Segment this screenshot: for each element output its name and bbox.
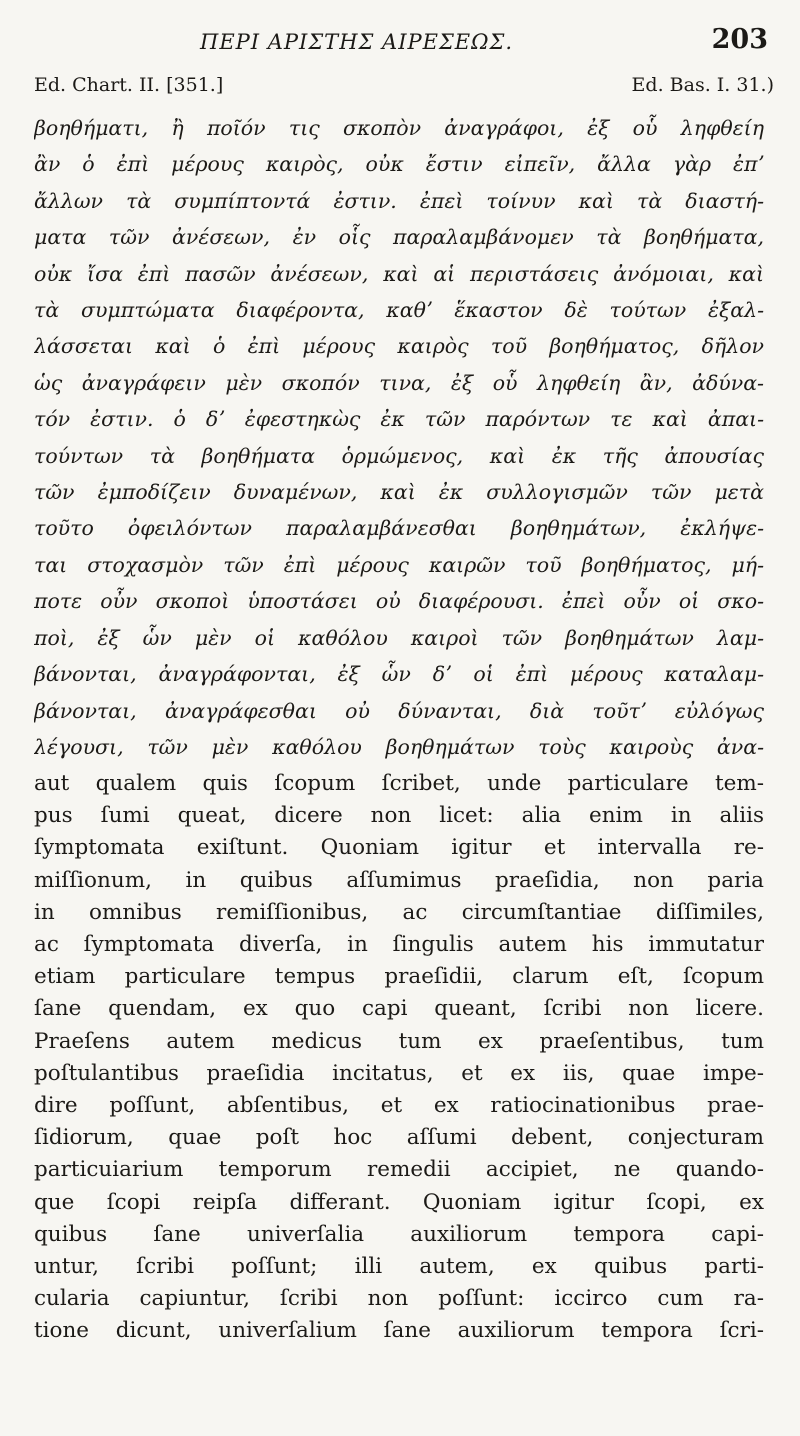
latin-text-line: cularia capiuntur, ſcribi non poſſunt: iccirco cum ra- bbox=[34, 1286, 764, 1312]
greek-text-line: ἂν ὁ ἐπὶ μέρους καιρὸς, οὐκ ἔστιν εἰπεῖν, ἄλλα γὰρ ἐπʼ bbox=[34, 152, 764, 177]
greek-text-line: τῶν ἐμποδίζειν δυναμένων, καὶ ἐκ συλλογισμῶν τῶν μετὰ bbox=[34, 480, 764, 505]
edition-reference-chartier: Ed. Chart. II. [351.] bbox=[34, 74, 224, 96]
latin-text-line: particuiarium temporum remedii accipiet, ne quando- bbox=[34, 1157, 764, 1183]
latin-text-line: quibus ſane univerſalia auxiliorum tempora capi- bbox=[34, 1221, 764, 1247]
latin-text-line: poſtulantibus praeſidia incitatus, et ex iis, quae impe- bbox=[34, 1060, 764, 1086]
latin-text-line: etiam particulare tempus praeſidii, clarum eſt, ſcopum bbox=[34, 964, 764, 990]
greek-text-line: ὡς ἀναγράφειν μὲν σκοπόν τινα, ἐξ οὗ ληφθείη ἂν, ἀδύνα- bbox=[34, 370, 764, 395]
greek-text-block bbox=[34, 110, 764, 765]
latin-text-line: aut qualem quis ſcopum ſcribet, unde particulare tem- bbox=[34, 771, 764, 796]
latin-text-line: tione dicunt, univerſalium ſane auxiliorum tempora ſcri- bbox=[34, 1318, 764, 1344]
latin-text-line: ac ſymptomata diverſa, in ſingulis autem his immutatur bbox=[34, 932, 764, 958]
greek-text-line: λέγουσι, τῶν μὲν καθόλου βοηθημάτων τοὺς καιροὺς ἀνα- bbox=[34, 734, 764, 759]
greek-text-line: ποτε οὖν σκοποὶ ὑποστάσει οὐ διαφέρουσι. ἐπεὶ οὖν οἱ σκο- bbox=[34, 589, 764, 614]
latin-text-line: ſane quendam, ex quo capi queant, ſcribi non licere. bbox=[34, 996, 764, 1022]
greek-text-line: βάνονται, ἀναγράφονται, ἐξ ὧν δʼ οἱ ἐπὶ μέρους καταλαμ- bbox=[34, 662, 764, 687]
greek-text-line: ται στοχασμὸν τῶν ἐπὶ μέρους καιρῶν τοῦ βοηθήματος, μή- bbox=[34, 552, 764, 577]
latin-text-line: miſſionum, in quibus aſſumimus praeſidia, non paria bbox=[34, 867, 764, 893]
greek-text-line: οὐκ ἴσα ἐπὶ πασῶν ἀνέσεων, καὶ αἱ περιστάσεις ἀνόμοιαι, καὶ bbox=[34, 261, 764, 286]
latin-text-line: untur, ſcribi poſſunt; illi autem, ex quibus parti- bbox=[34, 1254, 764, 1280]
greek-text-line: τοῦτο ὀφειλόντων παραλαμβάνεσθαι βοηθημάτων, ἐκλήψε- bbox=[34, 516, 764, 541]
edition-reference-basel: Ed. Bas. I. 31.) bbox=[631, 74, 774, 96]
greek-text-line: βάνονται, ἀναγράφεσθαι οὐ δύνανται, διὰ τοῦτʼ εὐλόγως bbox=[34, 698, 764, 723]
running-head bbox=[0, 24, 800, 64]
greek-text-line: ματα τῶν ἀνέσεων, ἐν οἷς παραλαμβάνομεν τὰ βοηθήματα, bbox=[34, 225, 764, 250]
running-title: ΠΕΡΙ ΑΡΙΣΤΗΣ ΑΙΡΕΣΕΩΣ. bbox=[200, 30, 514, 54]
greek-text-line: τὰ συμπτώματα διαφέροντα, καθʼ ἕκαστον δὲ τούτων ἐξαλ- bbox=[34, 298, 764, 323]
latin-text-line: Praeſens autem medicus tum ex praeſentibus, tum bbox=[34, 1028, 764, 1054]
greek-text-line: ποὶ, ἐξ ὧν μὲν οἱ καθόλου καιροὶ τῶν βοηθημάτων λαμ- bbox=[34, 625, 764, 650]
latin-text-line: dire poſſunt, abſentibus, et ex ratiocinationibus prae- bbox=[34, 1093, 764, 1119]
greek-text-line: βοηθήματι, ἢ ποῖόν τις σκοπὸν ἀναγράφοι, ἐξ οὗ ληφθείη bbox=[34, 116, 764, 140]
greek-text-line: λάσσεται καὶ ὁ ἐπὶ μέρους καιρὸς τοῦ βοηθήματος, δῆλον bbox=[34, 334, 764, 359]
latin-text-line: ſidiorum, quae poſt hoc aſſumi debent, conjecturam bbox=[34, 1125, 764, 1151]
latin-text-line: que ſcopi reipſa differant. Quoniam igitur ſcopi, ex bbox=[34, 1189, 764, 1215]
edition-reference-line bbox=[34, 74, 774, 102]
greek-text-line: ἄλλων τὰ συμπίπτοντά ἐστιν. ἐπεὶ τοίνυν καὶ τὰ διαστή- bbox=[34, 188, 764, 213]
latin-text-line: in omnibus remiſſionibus, ac circumſtantiae diſſimiles, bbox=[34, 899, 764, 925]
greek-text-line: τούντων τὰ βοηθήματα ὁρμώμενος, καὶ ἐκ τῆς ἀπουσίας bbox=[34, 443, 764, 468]
latin-text-block bbox=[34, 768, 764, 1348]
page-number: 203 bbox=[711, 24, 768, 55]
latin-text-line: pus ſumi queat, dicere non licet: alia enim in aliis bbox=[34, 803, 764, 829]
greek-text-line: τόν ἐστιν. ὁ δʼ ἐφεστηκὼς ἐκ τῶν παρόντων τε καὶ ἀπαι- bbox=[34, 407, 764, 432]
latin-text-line: ſymptomata exiſtunt. Quoniam igitur et intervalla re- bbox=[34, 835, 764, 861]
